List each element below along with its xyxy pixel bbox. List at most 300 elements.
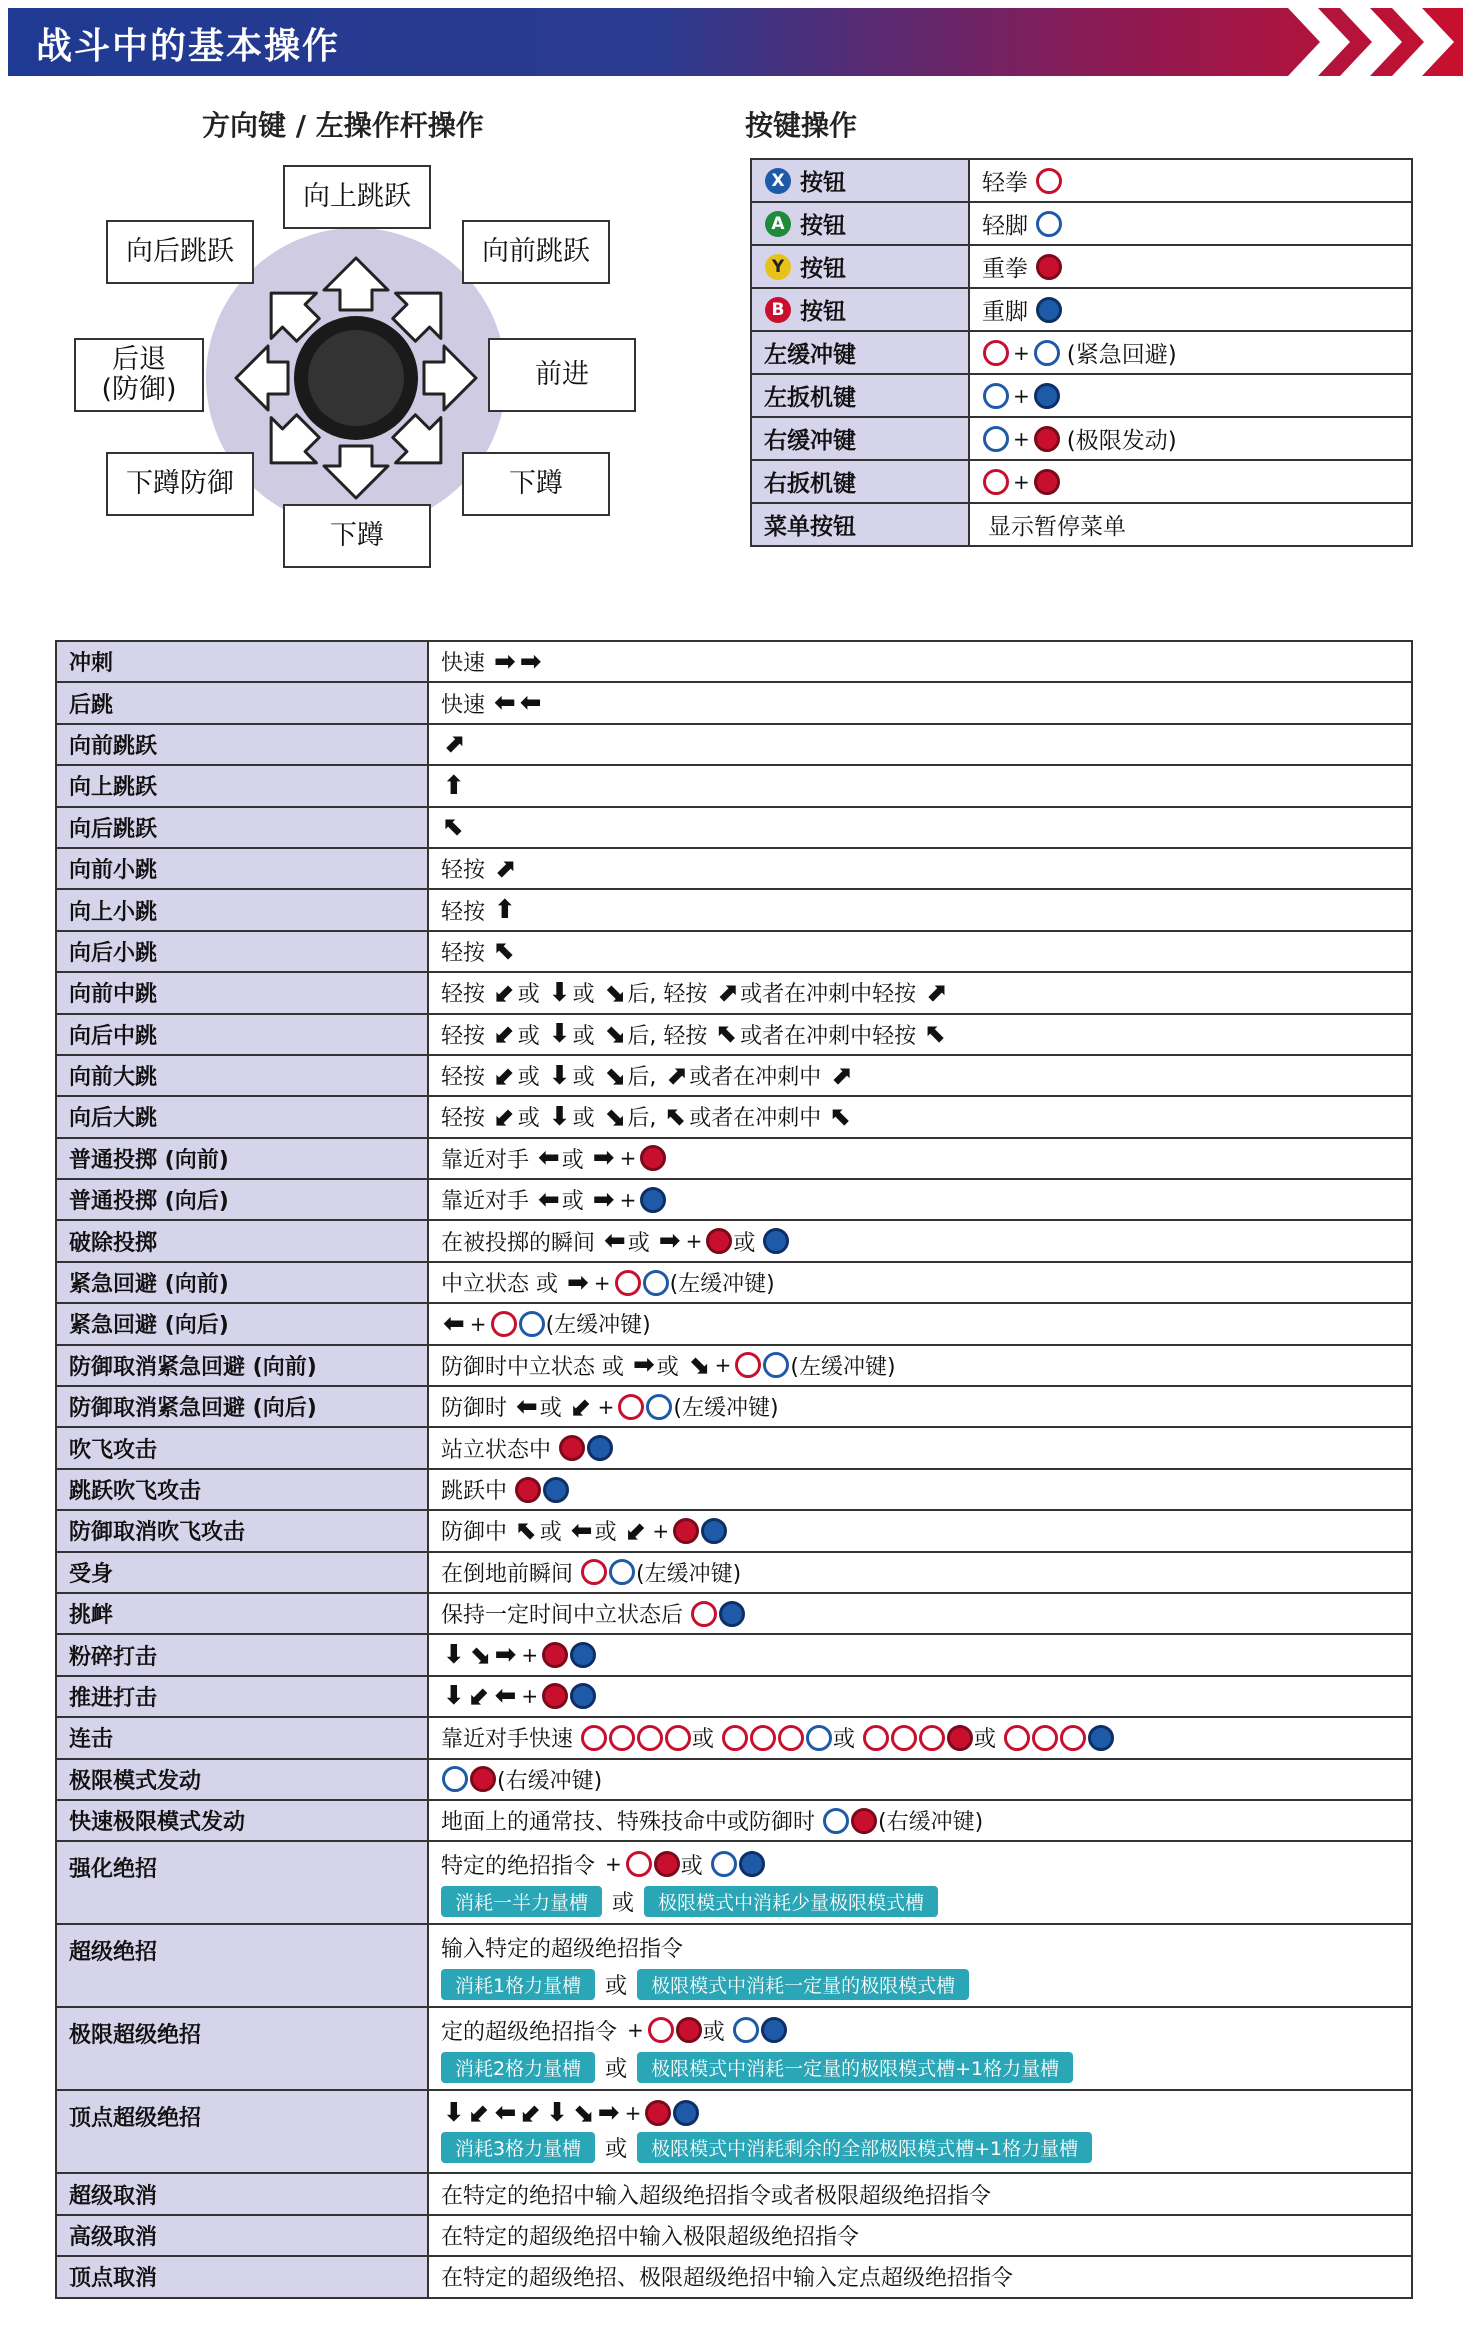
move-text: 或 (680, 1853, 710, 1879)
move-text: (左缓冲键) (636, 1561, 742, 1587)
move-name: 顶点超级绝招 (56, 2090, 428, 2173)
button-row (751, 288, 1412, 331)
move-row (56, 1179, 1412, 1220)
arrow-up-left-icon: ⬉ (443, 812, 465, 843)
chevron-icon (1288, 8, 1463, 76)
arrow-right-icon: ➡ (633, 1350, 655, 1381)
plus-sign: + (521, 1684, 539, 1709)
arrow-up-left-icon: ⬉ (830, 1101, 852, 1132)
arrow-left-icon: ⬅ (443, 1308, 465, 1339)
move-row (56, 889, 1412, 930)
move-sequence (441, 2261, 1399, 2292)
move-text: 后, (627, 1106, 664, 1132)
move-text: 或 (692, 1727, 721, 1753)
light-punch-icon (626, 1851, 652, 1877)
move-text: (左缓冲键) (669, 1272, 775, 1298)
plus-sign: + (597, 1394, 615, 1419)
move-input (428, 848, 1412, 889)
button-value-cell (969, 417, 1412, 460)
plus-sign: + (1013, 426, 1030, 451)
move-text: 后, (627, 1065, 664, 1091)
move-text: 轻按 (441, 982, 492, 1008)
arrow-up-left-icon: ⬉ (716, 1019, 739, 1050)
cost-or-text: 或 (605, 2056, 628, 2082)
plus-sign: + (685, 1229, 703, 1254)
move-text: 后, 轻按 (627, 982, 715, 1008)
heavy-kick-icon (570, 1642, 596, 1668)
move-text: 或 (561, 1189, 591, 1215)
light-kick-icon (643, 1270, 669, 1296)
move-row (56, 1138, 1412, 1179)
heavy-kick-icon (587, 1435, 613, 1461)
move-name: 紧急回避 (向前) (56, 1262, 428, 1303)
moves-table (55, 640, 1413, 2299)
move-name: 强化绝招 (56, 1841, 428, 1924)
dpad-down-back-label: 下蹲防御 (106, 452, 254, 516)
move-row (56, 1055, 1412, 1096)
move-row (56, 1759, 1412, 1800)
move-input (428, 2090, 1412, 2173)
dpad-up-back-label: 向后跳跃 (106, 220, 254, 284)
button-key-cell (751, 202, 969, 245)
move-row (56, 765, 1412, 806)
move-name: 受身 (56, 1552, 428, 1593)
heavy-punch-icon (470, 1766, 496, 1792)
move-text: 轻按 (441, 858, 492, 884)
move-name: 冲刺 (56, 641, 428, 682)
move-row (56, 1386, 1412, 1427)
light-punch-icon (1004, 1725, 1030, 1751)
move-text: 或 (974, 1727, 1003, 1753)
heavy-punch-icon (1034, 469, 1060, 495)
move-input (428, 1924, 1412, 2007)
button-value-label: (紧急回避) (1066, 342, 1177, 368)
move-sequence (441, 1143, 1399, 1174)
move-text: 快速 (441, 692, 492, 718)
light-punch-icon (665, 1725, 691, 1751)
arrow-down-left-icon: ⬋ (494, 1019, 516, 1050)
move-row (56, 1262, 1412, 1303)
heavy-punch-icon (515, 1477, 541, 1503)
move-sequence (441, 2015, 1399, 2046)
move-name: 极限模式发动 (56, 1759, 428, 1800)
move-text: 或 (517, 1065, 547, 1091)
move-text: 或 (702, 2019, 732, 2045)
dpad-heading: 方向键 / 左操作杆操作 (202, 109, 484, 142)
move-input (428, 641, 1412, 682)
move-input (428, 1262, 1412, 1303)
move-text: 或 (517, 982, 547, 1008)
move-input (428, 931, 1412, 972)
move-row (56, 1220, 1412, 1261)
arrow-down-icon: ⬇ (443, 1681, 465, 1712)
move-name: 顶点取消 (56, 2256, 428, 2297)
heavy-punch-icon (676, 2017, 702, 2043)
arrow-down-right-icon: ⬊ (603, 1019, 626, 1050)
move-row (56, 724, 1412, 765)
move-input (428, 1841, 1412, 1924)
move-input (428, 1427, 1412, 1468)
plus-sign: + (624, 2101, 642, 2126)
button-row (751, 460, 1412, 503)
move-sequence (441, 1308, 1399, 1339)
move-row (56, 641, 1412, 682)
dpad-up-label: 向上跳跃 (283, 165, 431, 229)
move-sequence (441, 2179, 1399, 2210)
heavy-kick-icon (719, 1601, 745, 1627)
move-name: 高级取消 (56, 2215, 428, 2256)
light-punch-icon (919, 1725, 945, 1751)
arrow-down-left-icon: ⬋ (625, 1515, 648, 1546)
light-kick-icon (806, 1725, 832, 1751)
dpad-back-label: 后退 (防御) (74, 338, 204, 412)
move-text: 轻按 (441, 1023, 492, 1049)
move-text: 或 (572, 982, 602, 1008)
move-sequence (441, 1681, 1399, 1712)
cost-tag: 极限模式中消耗剩余的全部极限模式槽+1格力量槽 (637, 2132, 1092, 2163)
button-row (751, 245, 1412, 288)
button-row (751, 331, 1412, 374)
button-value-label: 轻拳 (982, 170, 1028, 196)
button-row (751, 159, 1412, 202)
move-row (56, 1841, 1412, 1924)
arrow-down-icon: ⬇ (548, 1019, 571, 1050)
move-sequence (441, 1226, 1399, 1257)
arrow-up-right-icon: ⬈ (830, 1060, 852, 1091)
cost-or-text: 或 (605, 2137, 628, 2163)
heavy-punch-icon (947, 1725, 973, 1751)
light-punch-icon (863, 1725, 889, 1751)
move-name: 推进打击 (56, 1676, 428, 1717)
arrow-down-left-icon: ⬋ (468, 1681, 491, 1712)
move-text: (左缓冲键) (673, 1396, 779, 1422)
light-punch-icon (983, 469, 1009, 495)
move-sequence (441, 812, 1399, 843)
move-text: 或者在冲刺中轻按 (740, 1023, 924, 1049)
light-punch-icon (618, 1394, 644, 1420)
heavy-kick-icon (701, 1518, 727, 1544)
light-kick-icon (1036, 211, 1062, 237)
button-row (751, 503, 1412, 546)
move-input (428, 972, 1412, 1013)
move-text: 轻按 (441, 1106, 492, 1132)
move-row (56, 1924, 1412, 2007)
arrow-down-icon: ⬇ (546, 2098, 568, 2129)
arrow-down-left-icon: ⬋ (494, 977, 516, 1008)
move-sequence (441, 1932, 1399, 1963)
arrow-right-icon: ➡ (597, 2098, 620, 2129)
move-input (428, 889, 1412, 930)
move-sequence (441, 1433, 1399, 1464)
arrow-up-left-icon: ⬉ (516, 1515, 538, 1546)
plus-sign: + (1013, 383, 1030, 408)
move-name: 向前小跳 (56, 848, 428, 889)
arrow-up-icon: ⬆ (443, 770, 465, 801)
move-input (428, 1096, 1412, 1137)
arrow-down-icon: ⬇ (443, 2098, 465, 2129)
move-text: 在特定的超级绝招中输入极限超级绝招指令 (441, 2224, 860, 2250)
arrow-down-icon: ⬇ (548, 1101, 571, 1132)
move-input (428, 2256, 1412, 2297)
page-title: 战斗中的基本操作 (36, 26, 341, 67)
move-row (56, 2256, 1412, 2297)
cost-or-text: 或 (605, 1973, 628, 1999)
move-name: 超级绝招 (56, 1924, 428, 2007)
a-button-icon: A (765, 211, 791, 237)
move-sequence (441, 646, 1399, 677)
button-key-cell (751, 288, 969, 331)
light-kick-icon (823, 1808, 849, 1834)
move-row (56, 972, 1412, 1013)
light-punch-icon (691, 1601, 717, 1627)
move-sequence (441, 1391, 1399, 1422)
move-text: (右缓冲键) (497, 1768, 603, 1794)
move-sequence (441, 1350, 1399, 1381)
button-row (751, 374, 1412, 417)
plus-sign: + (652, 1518, 670, 1543)
move-name: 向前大跳 (56, 1055, 428, 1096)
move-text: 在被投掷的瞬间 (441, 1230, 602, 1256)
button-value-cell (969, 460, 1412, 503)
arrow-down-icon: ⬇ (548, 1060, 571, 1091)
move-text: 在倒地前瞬间 (441, 1561, 580, 1587)
plus-sign: + (605, 1852, 622, 1877)
move-text: 保持一定时间中立状态后 (441, 1603, 690, 1629)
move-input (428, 1386, 1412, 1427)
move-row (56, 2007, 1412, 2090)
arrow-down-right-icon: ⬊ (687, 1350, 710, 1381)
move-sequence (441, 1764, 1399, 1795)
move-input (428, 1303, 1412, 1344)
button-value-cell (969, 374, 1412, 417)
move-sequence (441, 853, 1399, 884)
light-kick-icon (763, 1352, 789, 1378)
light-kick-icon (1034, 340, 1060, 366)
move-text: (左缓冲键) (790, 1354, 896, 1380)
cost-or-text: 或 (612, 1890, 635, 1916)
button-key-cell (751, 245, 969, 288)
move-text: 站立状态中 (441, 1437, 558, 1463)
button-key-label: 右缓冲键 (764, 428, 856, 454)
heavy-kick-icon (739, 1851, 765, 1877)
button-value-label: (极限发动) (1066, 428, 1177, 454)
move-text: 或 (833, 1727, 862, 1753)
move-text: 防御时中立状态 或 (441, 1354, 631, 1380)
move-cost (441, 2132, 1399, 2163)
arrow-down-left-icon: ⬋ (468, 2098, 491, 2129)
move-text: 输入特定的超级绝招指令 (441, 1936, 684, 1962)
light-kick-icon (983, 426, 1009, 452)
light-kick-icon (609, 1559, 635, 1585)
button-value-cell (969, 202, 1412, 245)
arrow-up-right-icon: ⬈ (925, 977, 947, 1008)
move-name: 向后大跳 (56, 1096, 428, 1137)
arrow-down-right-icon: ⬊ (468, 1640, 491, 1671)
plus-sign: + (619, 1146, 637, 1171)
heavy-punch-icon (851, 1808, 877, 1834)
move-input (428, 1510, 1412, 1551)
arrow-down-left-icon: ⬋ (520, 2098, 543, 2129)
move-input (428, 1552, 1412, 1593)
move-sequence (441, 729, 1399, 760)
move-text: 或 (572, 1023, 602, 1049)
light-kick-icon (983, 383, 1009, 409)
move-text: 后, 轻按 (627, 1023, 715, 1049)
move-name: 向上小跳 (56, 889, 428, 930)
arrow-right-icon: ➡ (494, 646, 516, 677)
button-row (751, 417, 1412, 460)
light-punch-icon (615, 1270, 641, 1296)
arrow-left-icon: ⬅ (519, 688, 542, 719)
button-key-label: 左扳机键 (764, 385, 856, 411)
button-key-cell (751, 417, 969, 460)
button-value-cell (969, 288, 1412, 331)
cost-tag: 极限模式中消耗一定量的极限模式槽 (637, 1969, 969, 2000)
move-row (56, 1303, 1412, 1344)
button-key-label: 菜单按钮 (764, 514, 856, 540)
move-text: 在特定的绝招中输入超级绝招指令或者极限超级绝招指令 (441, 2183, 992, 2209)
move-cost (441, 2052, 1399, 2083)
arrow-down-left-icon: ⬋ (494, 1060, 516, 1091)
move-text: 地面上的通常技、特殊技命中或防御时 (441, 1810, 822, 1836)
move-name: 快速极限模式发动 (56, 1800, 428, 1841)
light-punch-icon (722, 1725, 748, 1751)
move-sequence (441, 1515, 1399, 1546)
button-key-label: 按钮 (800, 256, 847, 282)
move-input (428, 1759, 1412, 1800)
move-input (428, 1634, 1412, 1675)
plus-sign: + (521, 1643, 539, 1668)
move-sequence (441, 1267, 1399, 1298)
move-text: 或 (539, 1520, 569, 1546)
move-name: 破除投掷 (56, 1220, 428, 1261)
light-kick-icon (442, 1766, 468, 1792)
move-text: 定的超级绝招指令 (441, 2019, 624, 2045)
arrow-right-icon: ➡ (567, 1267, 589, 1298)
move-name: 向前跳跃 (56, 724, 428, 765)
move-text: 防御时 (441, 1396, 514, 1422)
button-key-cell (751, 460, 969, 503)
move-sequence (441, 1184, 1399, 1215)
move-text: 或 (517, 1023, 547, 1049)
arrow-down-right-icon: ⬊ (603, 977, 626, 1008)
move-sequence (441, 1557, 1399, 1588)
move-sequence (441, 977, 1399, 1008)
arrow-left-icon: ⬅ (570, 1515, 593, 1546)
move-name: 跳跃吹飞攻击 (56, 1469, 428, 1510)
move-text: 在特定的超级绝招、极限超级绝招中输入定点超级绝招指令 (441, 2266, 1014, 2292)
move-name: 挑衅 (56, 1593, 428, 1634)
move-input (428, 1220, 1412, 1261)
arrow-down-left-icon: ⬋ (494, 1101, 516, 1132)
move-text: 或 (733, 1230, 763, 1256)
move-input (428, 1345, 1412, 1386)
move-row (56, 2090, 1412, 2173)
button-value-cell (969, 331, 1412, 374)
cost-tag: 极限模式中消耗一定量的极限模式槽+1格力量槽 (637, 2052, 1073, 2083)
arrow-up-right-icon: ⬈ (443, 729, 465, 760)
arrow-left-icon: ⬅ (494, 688, 516, 719)
move-input (428, 1800, 1412, 1841)
move-sequence (441, 1598, 1399, 1629)
button-value-cell (969, 159, 1412, 202)
move-input (428, 1469, 1412, 1510)
plus-sign: + (619, 1187, 637, 1212)
heavy-kick-icon (1036, 297, 1062, 323)
move-sequence (441, 1722, 1399, 1753)
move-input (428, 2007, 1412, 2090)
move-name: 防御取消紧急回避 (向前) (56, 1345, 428, 1386)
heavy-kick-icon (763, 1228, 789, 1254)
move-input (428, 1055, 1412, 1096)
light-kick-icon (519, 1311, 545, 1337)
move-text: 靠近对手快速 (441, 1727, 580, 1753)
move-text: 防御中 (441, 1520, 514, 1546)
move-row (56, 1096, 1412, 1137)
heavy-kick-icon (543, 1477, 569, 1503)
move-row (56, 1593, 1412, 1634)
buttons-heading: 按键操作 (745, 109, 858, 142)
arrow-right-icon: ➡ (494, 1640, 517, 1671)
move-row (56, 1469, 1412, 1510)
button-key-label: 左缓冲键 (764, 342, 856, 368)
move-text: 或 (539, 1396, 569, 1422)
button-value-cell (969, 503, 1412, 546)
move-name: 连击 (56, 1717, 428, 1758)
arrow-right-icon: ➡ (592, 1184, 615, 1215)
light-punch-icon (750, 1725, 776, 1751)
move-input (428, 765, 1412, 806)
move-sequence (441, 1019, 1399, 1050)
move-name: 吹飞攻击 (56, 1427, 428, 1468)
move-text: 或 (656, 1354, 686, 1380)
move-sequence (441, 1060, 1399, 1091)
move-name: 防御取消吹飞攻击 (56, 1510, 428, 1551)
move-text: 快速 (441, 651, 492, 677)
heavy-kick-icon (1034, 383, 1060, 409)
cost-tag: 消耗1格力量槽 (441, 1969, 595, 2000)
button-key-cell (751, 159, 969, 202)
move-sequence (441, 895, 1399, 926)
button-key-cell (751, 374, 969, 417)
button-mapping-table (750, 158, 1413, 547)
move-row (56, 682, 1412, 723)
move-name: 粉碎打击 (56, 1634, 428, 1675)
button-key-cell (751, 331, 969, 374)
move-input (428, 682, 1412, 723)
button-value-label: 重脚 (982, 299, 1028, 325)
move-sequence (441, 2220, 1399, 2251)
move-text: 或 (517, 1106, 547, 1132)
move-row (56, 1800, 1412, 1841)
move-name: 后跳 (56, 682, 428, 723)
plus-sign: + (714, 1353, 732, 1378)
move-row (56, 1510, 1412, 1551)
move-row (56, 2215, 1412, 2256)
arrow-up-left-icon: ⬉ (925, 1019, 947, 1050)
move-sequence (441, 1101, 1399, 1132)
arrow-left-icon: ⬅ (516, 1391, 538, 1422)
move-text: 或者在冲刺中轻按 (740, 982, 924, 1008)
button-value-label: 轻脚 (982, 213, 1028, 239)
arrow-up-right-icon: ⬈ (494, 853, 516, 884)
move-name: 向后小跳 (56, 931, 428, 972)
y-button-icon: Y (765, 254, 791, 280)
move-text: 或 (572, 1065, 602, 1091)
arrow-left-icon: ⬅ (604, 1226, 626, 1257)
light-punch-icon (491, 1311, 517, 1337)
arrow-up-right-icon: ⬈ (665, 1060, 688, 1091)
